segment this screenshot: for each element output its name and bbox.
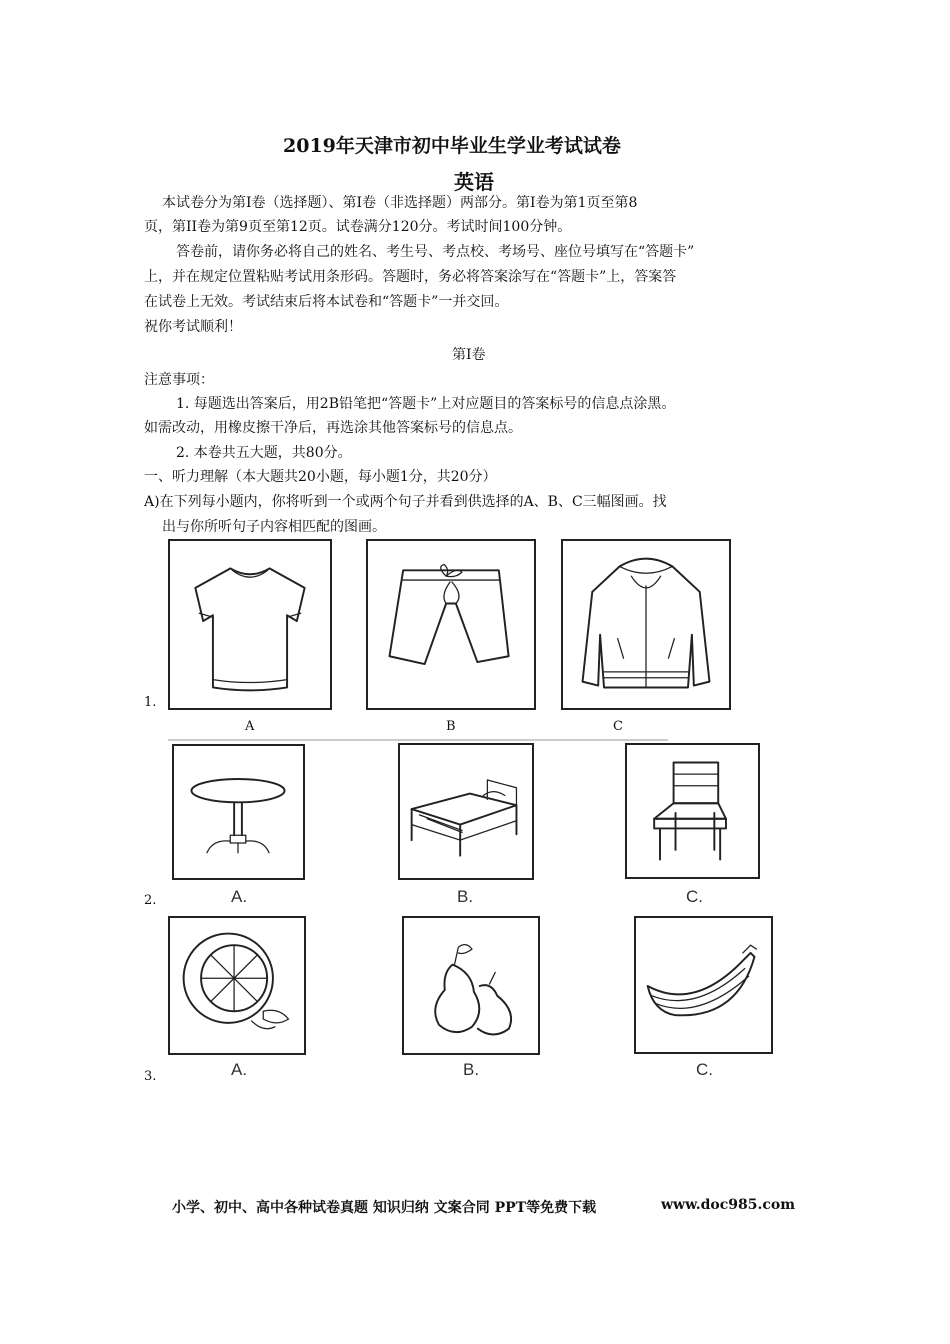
notice-item: 2. 本卷共五大题，共80分。: [176, 445, 352, 461]
intro-line: 答卷前，请你务必将自己的姓名、考生号、考点校、考场号、座位号填写在“答题卡”: [176, 244, 695, 260]
shorts-icon: [368, 541, 534, 708]
part-instruction: A)在下列每小题内，你将听到一个或两个句子并看到供选择的A、B、C三幅图画。找: [144, 494, 667, 510]
option-image[interactable]: [398, 743, 534, 880]
option-image[interactable]: [366, 539, 536, 710]
table-icon: [174, 746, 303, 878]
orange-icon: [170, 918, 304, 1053]
part-heading: 一、听力理解（本大题共20小题，每小题1分，共20分）: [144, 469, 497, 485]
option-label: A: [245, 719, 255, 734]
option-label: C.: [696, 1060, 713, 1079]
intro-line: 在试卷上无效。考试结束后将本试卷和“答题卡”一并交回。: [144, 294, 509, 310]
intro-line: 本试卷分为第Ⅰ卷（选择题）、第Ⅰ卷（非选择题）两部分。第Ⅰ卷为第1页至第8: [162, 195, 638, 211]
option-image[interactable]: [625, 743, 760, 879]
intro-line: 上，并在规定位置粘贴考试用条形码。答题时，务必将答案涂写在“答题卡”上，答案答: [144, 269, 677, 285]
option-label: A.: [231, 1060, 248, 1079]
chair-icon: [627, 745, 758, 877]
t-shirt-icon: [170, 541, 330, 708]
option-label: B: [446, 719, 456, 734]
footer-text: 小学、初中、高中各种试卷真题 知识归纳 文案合同 PPT等免费下载: [172, 1200, 597, 1216]
notice-heading: 注意事项：: [144, 372, 214, 388]
intro-line: 页，第II卷为第9页至第12页。试卷满分120分。考试时间100分钟。: [144, 219, 572, 235]
option-image[interactable]: [168, 916, 306, 1055]
option-image[interactable]: [172, 744, 305, 880]
part-instruction: 出与你所听句子内容相匹配的图画。: [162, 519, 386, 535]
option-label: C: [613, 719, 623, 734]
question-number: 3.: [144, 1069, 157, 1084]
option-label: B.: [463, 1060, 480, 1079]
option-label: C.: [686, 887, 703, 906]
divider: [168, 739, 668, 741]
notice-item: 如需改动，用橡皮擦干净后，再选涂其他答案标号的信息点。: [144, 420, 522, 436]
exam-title: 2019年天津市初中毕业生学业考试试卷: [283, 135, 621, 157]
subject-title: 英语: [454, 170, 494, 194]
pear-icon: [404, 918, 538, 1053]
jacket-icon: [563, 541, 729, 708]
option-image[interactable]: [561, 539, 731, 710]
footer-url[interactable]: www.doc985.com: [661, 1197, 796, 1213]
banana-icon: [636, 918, 771, 1052]
question-number: 2.: [144, 893, 157, 908]
question-number: 1.: [144, 695, 157, 710]
bed-icon: [400, 745, 532, 878]
volume-heading: 第Ⅰ卷: [452, 347, 486, 363]
wish-text: 祝你考试顺利！: [144, 319, 242, 335]
option-label: B.: [457, 887, 474, 906]
option-image[interactable]: [634, 916, 773, 1054]
notice-item: 1. 每题选出答案后，用2B铅笔把“答题卡”上对应题目的答案标号的信息点涂黑。: [176, 396, 676, 412]
option-label: A.: [231, 887, 248, 906]
option-image[interactable]: [402, 916, 540, 1055]
option-image[interactable]: [168, 539, 332, 710]
